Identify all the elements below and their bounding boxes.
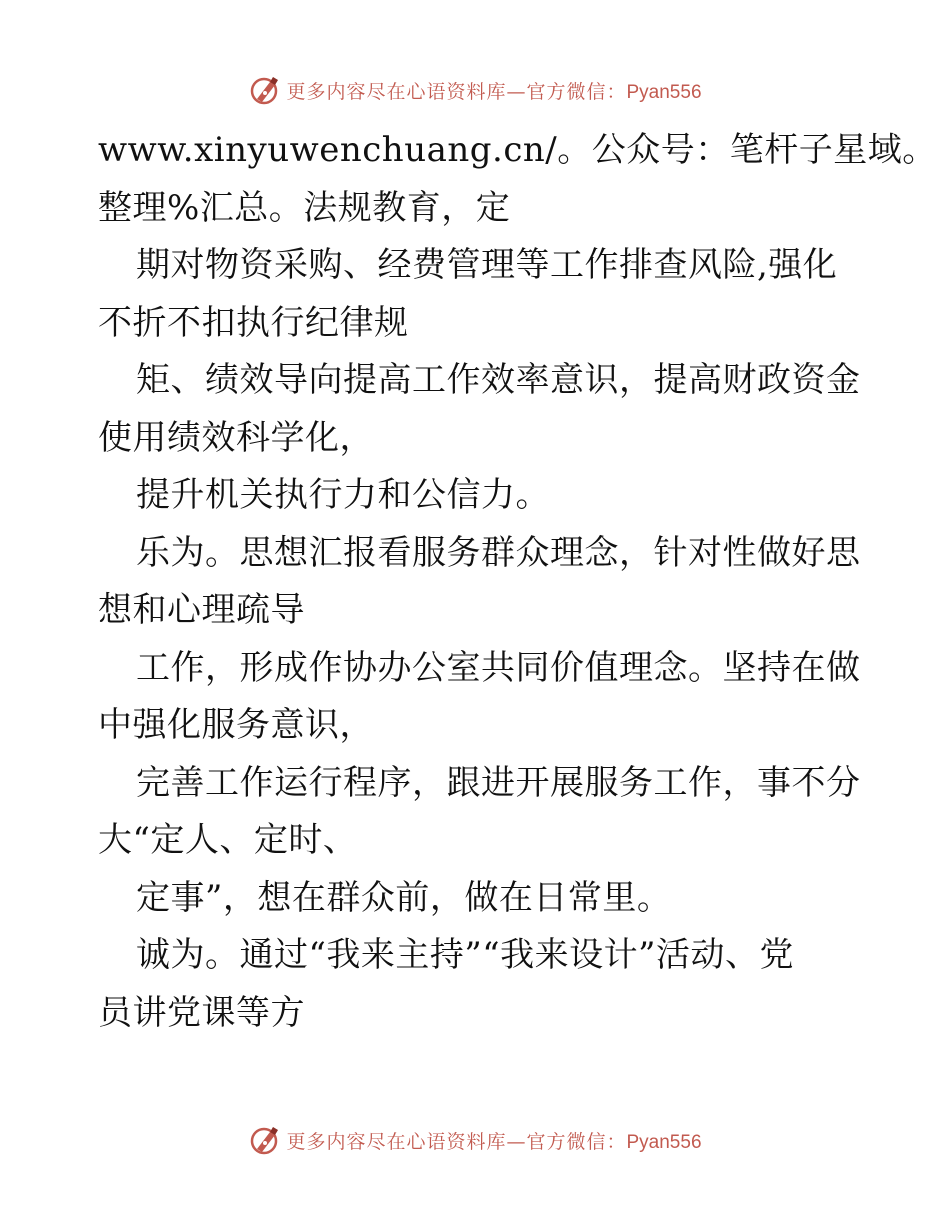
footer-banner bbox=[0, 1120, 950, 1160]
text-line: 不折不扣执行纪律规 bbox=[98, 302, 409, 343]
banner-wechat-id: Pyan556 bbox=[626, 81, 702, 103]
text-line: 完善工作运行程序，跟进开展服务工作，事不分 bbox=[136, 762, 861, 803]
text-line: 诚为。通过“我来主持”“我来设计”活动、党 bbox=[136, 935, 795, 975]
text-line: 期对物资采购、经费管理等工作排查风险,强化 bbox=[136, 245, 838, 285]
banner-text: 更多内容尽在心语资料库—官方微信：Pyan556 bbox=[286, 80, 702, 103]
text-line: 工作，形成作协办公室共同价值理念。坚持在做 bbox=[136, 647, 861, 688]
text-line: 想和心理疏导 bbox=[98, 590, 305, 630]
text-line: www.xinyuwenchuang.cn/。公众号：笔杆子星域。 bbox=[98, 130, 937, 170]
header-banner bbox=[0, 70, 950, 110]
pen-nib-logo-icon bbox=[248, 73, 282, 107]
banner-text: 更多内容尽在心语资料库—官方微信：Pyan556 bbox=[286, 1130, 702, 1153]
document-body bbox=[98, 122, 937, 1042]
text-line: 定事”，想在群众前，做在日常里。 bbox=[136, 877, 672, 918]
text-line: 乐为。思想汇报看服务群众理念，针对性做好思 bbox=[136, 532, 861, 573]
text-line: 中强化服务意识， bbox=[98, 705, 374, 745]
text-line: 使用绩效科学化， bbox=[98, 417, 374, 458]
text-line: 大“定人、定时、 bbox=[98, 820, 358, 860]
text-line: 矩、绩效导向提高工作效率意识，提高财政资金 bbox=[136, 360, 861, 400]
text-line: 整理%汇总。法规教育，定 bbox=[98, 187, 511, 228]
text-line: 员讲党课等方 bbox=[98, 992, 305, 1033]
banner-wechat-id: Pyan556 bbox=[626, 1131, 702, 1153]
text-line: 提升机关执行力和公信力。 bbox=[136, 475, 550, 515]
pen-nib-logo-icon bbox=[248, 1123, 282, 1157]
